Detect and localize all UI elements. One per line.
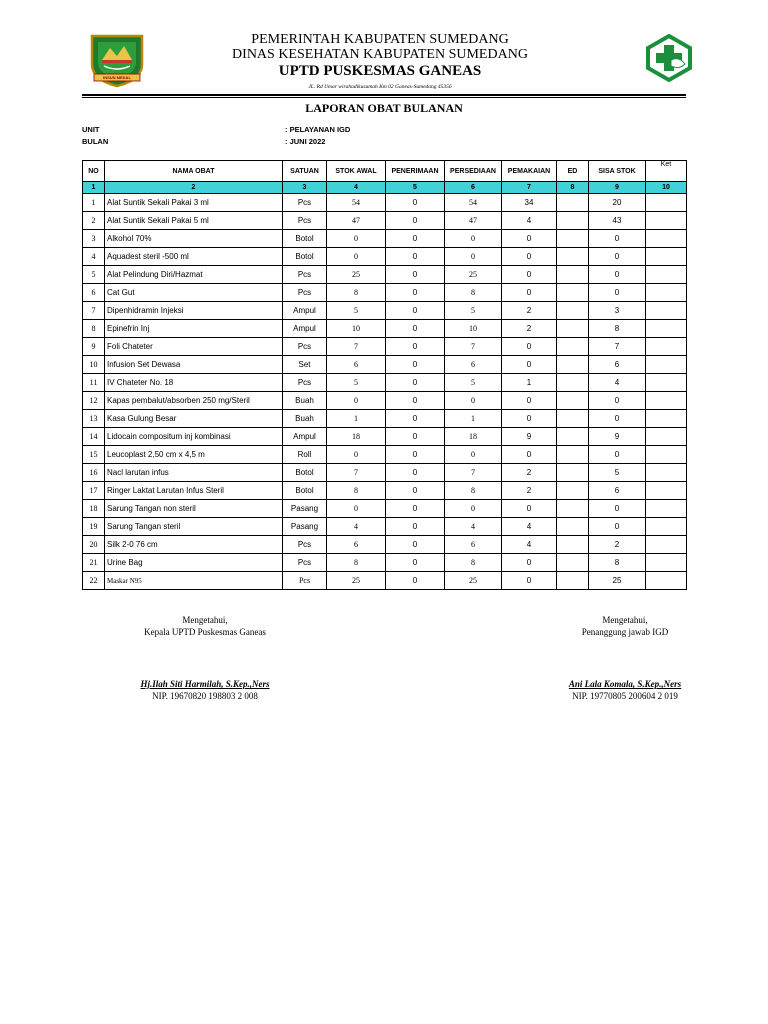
- row-pemakaian: 9: [502, 428, 557, 446]
- table-row: [83, 320, 687, 338]
- row-ket: [646, 428, 687, 446]
- row-persediaan: 18: [445, 428, 502, 446]
- table-row: [83, 212, 687, 230]
- row-pemakaian: 4: [502, 212, 557, 230]
- row-nama-obat: Infusion Set Dewasa: [105, 356, 283, 374]
- row-satuan: Ampul: [283, 302, 327, 320]
- row-ed: [557, 482, 589, 500]
- row-satuan: Pcs: [283, 266, 327, 284]
- row-stok-awal: 5: [327, 302, 386, 320]
- row-ed: [557, 392, 589, 410]
- row-no: 14: [83, 428, 105, 446]
- row-penerimaan: 0: [386, 356, 445, 374]
- row-ed: [557, 428, 589, 446]
- row-penerimaan: 0: [386, 536, 445, 554]
- row-satuan: Ampul: [283, 428, 327, 446]
- row-nama-obat: Maskar N95: [105, 572, 283, 590]
- bulan-value: : JUNI 2022: [285, 137, 326, 146]
- row-ket: [646, 500, 687, 518]
- row-ed: [557, 320, 589, 338]
- row-nama-obat: Alat Suntik Sekali Pakai 5 ml: [105, 212, 283, 230]
- row-pemakaian: 0: [502, 572, 557, 590]
- row-no: 18: [83, 500, 105, 518]
- row-ed: [557, 410, 589, 428]
- table-row: [83, 518, 687, 536]
- col-number: 1: [83, 182, 105, 194]
- row-no: 20: [83, 536, 105, 554]
- row-stok-awal: 5: [327, 374, 386, 392]
- row-stok-awal: 54: [327, 194, 386, 212]
- row-persediaan: 10: [445, 320, 502, 338]
- table-row: [83, 230, 687, 248]
- row-penerimaan: 0: [386, 320, 445, 338]
- row-sisa-stok: 0: [589, 518, 646, 536]
- row-ed: [557, 194, 589, 212]
- row-sisa-stok: 25: [589, 572, 646, 590]
- row-ket: [646, 392, 687, 410]
- bulan-label: BULAN: [82, 137, 109, 146]
- row-penerimaan: 0: [386, 554, 445, 572]
- signature-right-line2: Penanggung jawab IGD: [581, 627, 669, 637]
- row-persediaan: 5: [445, 302, 502, 320]
- row-pemakaian: 2: [502, 464, 557, 482]
- row-satuan: Pasang: [283, 518, 327, 536]
- row-pemakaian: 0: [502, 266, 557, 284]
- row-no: 8: [83, 320, 105, 338]
- row-ket: [646, 266, 687, 284]
- letterhead-line-3: UPTD PUSKESMAS GANEAS: [278, 63, 482, 79]
- row-sisa-stok: 9: [589, 428, 646, 446]
- row-no: 12: [83, 392, 105, 410]
- signature-right-line1: Mengetahui,: [602, 615, 648, 625]
- row-no: 16: [83, 464, 105, 482]
- row-satuan: Roll: [283, 446, 327, 464]
- row-satuan: Pasang: [283, 500, 327, 518]
- row-satuan: Buah: [283, 392, 327, 410]
- unit-label: UNIT: [82, 125, 100, 134]
- row-ket: [646, 572, 687, 590]
- row-ed: [557, 338, 589, 356]
- row-sisa-stok: 0: [589, 230, 646, 248]
- row-persediaan: 6: [445, 536, 502, 554]
- row-satuan: Pcs: [283, 338, 327, 356]
- row-ket: [646, 356, 687, 374]
- table-row: [83, 536, 687, 554]
- row-ket: [646, 338, 687, 356]
- row-nama-obat: Dipenhidramin Injeksi: [105, 302, 283, 320]
- row-satuan: Botol: [283, 248, 327, 266]
- row-penerimaan: 0: [386, 482, 445, 500]
- row-pemakaian: 2: [502, 320, 557, 338]
- col-header-no: NO: [83, 161, 105, 182]
- row-pemakaian: 4: [502, 518, 557, 536]
- row-pemakaian: 0: [502, 356, 557, 374]
- row-stok-awal: 8: [327, 554, 386, 572]
- table-row: [83, 392, 687, 410]
- row-penerimaan: 0: [386, 410, 445, 428]
- row-satuan: Pcs: [283, 554, 327, 572]
- row-stok-awal: 1: [327, 410, 386, 428]
- row-penerimaan: 0: [386, 428, 445, 446]
- row-satuan: Botol: [283, 230, 327, 248]
- row-satuan: Pcs: [283, 536, 327, 554]
- row-ed: [557, 212, 589, 230]
- row-ket: [646, 284, 687, 302]
- row-penerimaan: 0: [386, 212, 445, 230]
- col-number: 2: [105, 182, 283, 194]
- row-satuan: Pcs: [283, 194, 327, 212]
- row-no: 19: [83, 518, 105, 536]
- row-sisa-stok: 3: [589, 302, 646, 320]
- row-nama-obat: Alat Suntik Sekali Pakai 3 ml: [105, 194, 283, 212]
- col-number: 7: [502, 182, 557, 194]
- row-stok-awal: 6: [327, 356, 386, 374]
- row-no: 17: [83, 482, 105, 500]
- row-no: 5: [83, 266, 105, 284]
- col-number: 8: [557, 182, 589, 194]
- row-persediaan: 0: [445, 392, 502, 410]
- row-stok-awal: 7: [327, 464, 386, 482]
- row-satuan: Ampul: [283, 320, 327, 338]
- row-sisa-stok: 6: [589, 482, 646, 500]
- row-ed: [557, 284, 589, 302]
- row-persediaan: 47: [445, 212, 502, 230]
- row-sisa-stok: 4: [589, 374, 646, 392]
- row-sisa-stok: 6: [589, 356, 646, 374]
- row-nama-obat: Ringer Laktat Larutan Infus Steril: [105, 482, 283, 500]
- row-persediaan: 7: [445, 338, 502, 356]
- unit-value: : PELAYANAN IGD: [285, 125, 351, 134]
- row-ket: [646, 536, 687, 554]
- row-pemakaian: 0: [502, 284, 557, 302]
- row-ed: [557, 572, 589, 590]
- letterhead-divider-thin: [82, 97, 686, 98]
- row-pemakaian: 0: [502, 338, 557, 356]
- row-no: 4: [83, 248, 105, 266]
- row-ket: [646, 194, 687, 212]
- row-stok-awal: 6: [327, 536, 386, 554]
- row-sisa-stok: 0: [589, 284, 646, 302]
- row-sisa-stok: 0: [589, 410, 646, 428]
- row-stok-awal: 25: [327, 266, 386, 284]
- col-number: 6: [445, 182, 502, 194]
- table-row: [83, 464, 687, 482]
- table-row: [83, 248, 687, 266]
- col-header-stok-awal: STOK AWAL: [327, 161, 386, 182]
- row-pemakaian: 0: [502, 500, 557, 518]
- row-no: 6: [83, 284, 105, 302]
- row-no: 13: [83, 410, 105, 428]
- table-header-row: [83, 161, 687, 182]
- row-stok-awal: 0: [327, 392, 386, 410]
- table-row: [83, 266, 687, 284]
- table-row: [83, 194, 687, 212]
- row-pemakaian: 34: [502, 194, 557, 212]
- row-penerimaan: 0: [386, 392, 445, 410]
- row-sisa-stok: 7: [589, 338, 646, 356]
- row-penerimaan: 0: [386, 194, 445, 212]
- row-ed: [557, 554, 589, 572]
- row-sisa-stok: 5: [589, 464, 646, 482]
- row-nama-obat: IV Chateter No. 18: [105, 374, 283, 392]
- row-persediaan: 8: [445, 284, 502, 302]
- table-column-number-row: [83, 182, 687, 194]
- row-stok-awal: 8: [327, 284, 386, 302]
- row-nama-obat: Sarung Tangan steril: [105, 518, 283, 536]
- signature-left-name: Hj.Ilah Siti Harmilah, S.Kep.,Ners: [140, 679, 270, 689]
- signature-right-nip: NIP. 19770805 200604 2 019: [572, 691, 678, 701]
- row-penerimaan: 0: [386, 248, 445, 266]
- signature-left-nip: NIP. 19670820 198803 2 008: [152, 691, 258, 701]
- row-nama-obat: Epinefrin Inj: [105, 320, 283, 338]
- row-ed: [557, 248, 589, 266]
- row-no: 9: [83, 338, 105, 356]
- table-row: [83, 500, 687, 518]
- row-nama-obat: Alkohol 70%: [105, 230, 283, 248]
- signature-left-line1: Mengetahui,: [182, 615, 228, 625]
- signature-right: [540, 615, 710, 701]
- table-row: [83, 572, 687, 590]
- row-penerimaan: 0: [386, 500, 445, 518]
- row-stok-awal: 8: [327, 482, 386, 500]
- table-row: [83, 482, 687, 500]
- row-ket: [646, 464, 687, 482]
- row-penerimaan: 0: [386, 374, 445, 392]
- row-ed: [557, 536, 589, 554]
- report-title: LAPORAN OBAT BULANAN: [305, 101, 463, 115]
- row-ed: [557, 230, 589, 248]
- table-row: [83, 356, 687, 374]
- row-pemakaian: 0: [502, 554, 557, 572]
- signature-right-name: Ani Lala Komala, S.Kep.,Ners: [568, 679, 682, 689]
- letterhead-divider-thick: [82, 94, 686, 96]
- table-row: [83, 410, 687, 428]
- row-stok-awal: 47: [327, 212, 386, 230]
- row-persediaan: 0: [445, 500, 502, 518]
- row-ket: [646, 446, 687, 464]
- row-ed: [557, 266, 589, 284]
- col-number: 9: [589, 182, 646, 194]
- row-penerimaan: 0: [386, 518, 445, 536]
- row-penerimaan: 0: [386, 230, 445, 248]
- row-ed: [557, 518, 589, 536]
- row-nama-obat: Sarung Tangan non steril: [105, 500, 283, 518]
- row-persediaan: 25: [445, 266, 502, 284]
- table-row: [83, 374, 687, 392]
- signature-left: [120, 615, 290, 701]
- row-satuan: Pcs: [283, 374, 327, 392]
- row-stok-awal: 4: [327, 518, 386, 536]
- row-persediaan: 1: [445, 410, 502, 428]
- col-header-sisa-stok: SISA STOK: [589, 161, 646, 182]
- row-ed: [557, 500, 589, 518]
- row-nama-obat: Silk 2-0 76 cm: [105, 536, 283, 554]
- row-persediaan: 25: [445, 572, 502, 590]
- row-penerimaan: 0: [386, 284, 445, 302]
- row-nama-obat: Leucoplast 2,50 cm x 4,5 m: [105, 446, 283, 464]
- row-pemakaian: 0: [502, 230, 557, 248]
- row-sisa-stok: 0: [589, 446, 646, 464]
- row-no: 11: [83, 374, 105, 392]
- row-no: 10: [83, 356, 105, 374]
- medicine-stock-table: [82, 160, 687, 590]
- row-pemakaian: 2: [502, 482, 557, 500]
- row-stok-awal: 0: [327, 230, 386, 248]
- row-ket: [646, 212, 687, 230]
- row-persediaan: 0: [445, 446, 502, 464]
- row-penerimaan: 0: [386, 266, 445, 284]
- col-header-persediaan: PERSEDIAAN: [445, 161, 502, 182]
- table-row: [83, 338, 687, 356]
- row-stok-awal: 25: [327, 572, 386, 590]
- table-row: [83, 428, 687, 446]
- row-ket: [646, 248, 687, 266]
- row-stok-awal: 0: [327, 500, 386, 518]
- col-header-nama-obat: NAMA OBAT: [105, 161, 283, 182]
- row-sisa-stok: 2: [589, 536, 646, 554]
- row-satuan: Set: [283, 356, 327, 374]
- row-ket: [646, 410, 687, 428]
- row-persediaan: 0: [445, 248, 502, 266]
- col-header-pemakaian: PEMAKAIAN: [502, 161, 557, 182]
- row-ket: [646, 374, 687, 392]
- row-ket: [646, 230, 687, 248]
- row-persediaan: 4: [445, 518, 502, 536]
- row-pemakaian: 0: [502, 248, 557, 266]
- col-header-penerimaan: PENERIMAAN: [386, 161, 445, 182]
- row-pemakaian: 2: [502, 302, 557, 320]
- col-number: 10: [646, 182, 687, 194]
- row-sisa-stok: 0: [589, 266, 646, 284]
- row-persediaan: 5: [445, 374, 502, 392]
- row-ed: [557, 446, 589, 464]
- row-satuan: Buah: [283, 410, 327, 428]
- row-sisa-stok: 0: [589, 500, 646, 518]
- table-row: [83, 302, 687, 320]
- row-ed: [557, 464, 589, 482]
- row-ket: [646, 554, 687, 572]
- row-persediaan: 8: [445, 554, 502, 572]
- row-sisa-stok: 8: [589, 554, 646, 572]
- col-number: 4: [327, 182, 386, 194]
- col-header-ket: Ket: [646, 161, 687, 182]
- row-satuan: Pcs: [283, 572, 327, 590]
- row-penerimaan: 0: [386, 302, 445, 320]
- table-row: [83, 554, 687, 572]
- row-persediaan: 0: [445, 230, 502, 248]
- row-nama-obat: Urine Bag: [105, 554, 283, 572]
- row-ket: [646, 518, 687, 536]
- row-pemakaian: 0: [502, 410, 557, 428]
- row-no: 7: [83, 302, 105, 320]
- row-nama-obat: Aquadest steril -500 ml: [105, 248, 283, 266]
- row-penerimaan: 0: [386, 572, 445, 590]
- row-nama-obat: Kasa Gulung Besar: [105, 410, 283, 428]
- row-persediaan: 6: [445, 356, 502, 374]
- signature-left-line2: Kepala UPTD Puskesmas Ganeas: [144, 627, 266, 637]
- row-ed: [557, 356, 589, 374]
- row-nama-obat: Kapas pembalut/absorben 250 mg/Steril: [105, 392, 283, 410]
- row-persediaan: 7: [445, 464, 502, 482]
- row-sisa-stok: 0: [589, 392, 646, 410]
- row-sisa-stok: 8: [589, 320, 646, 338]
- row-nama-obat: Cat Gut: [105, 284, 283, 302]
- row-pemakaian: 4: [502, 536, 557, 554]
- row-stok-awal: 18: [327, 428, 386, 446]
- row-nama-obat: Foli Chateter: [105, 338, 283, 356]
- row-ed: [557, 374, 589, 392]
- letterhead-line-2: DINAS KESEHATAN KABUPATEN SUMEDANG: [232, 47, 528, 62]
- row-sisa-stok: 0: [589, 248, 646, 266]
- sumedang-regency-emblem-icon: [88, 30, 146, 88]
- row-ket: [646, 320, 687, 338]
- row-nama-obat: Alat Pelindung Diri/Hazmat: [105, 266, 283, 284]
- row-stok-awal: 0: [327, 446, 386, 464]
- letterhead: [180, 32, 580, 90]
- puskesmas-logo-icon: [645, 34, 693, 82]
- col-header-ed: ED: [557, 161, 589, 182]
- col-number: 5: [386, 182, 445, 194]
- row-pemakaian: 0: [502, 446, 557, 464]
- row-satuan: Pcs: [283, 212, 327, 230]
- letterhead-address: JL. Rd Umar wirahadikusumah Km 02 Ganeas-Sumedang 45356: [308, 84, 452, 90]
- row-pemakaian: 1: [502, 374, 557, 392]
- table-row: [83, 284, 687, 302]
- row-ed: [557, 302, 589, 320]
- row-stok-awal: 7: [327, 338, 386, 356]
- row-penerimaan: 0: [386, 338, 445, 356]
- table-row: [83, 446, 687, 464]
- row-persediaan: 54: [445, 194, 502, 212]
- row-no: 22: [83, 572, 105, 590]
- row-ket: [646, 482, 687, 500]
- row-pemakaian: 0: [502, 392, 557, 410]
- row-no: 15: [83, 446, 105, 464]
- emblem-motto: INSUN MEDAL: [103, 75, 131, 80]
- col-header-satuan: SATUAN: [283, 161, 327, 182]
- row-no: 21: [83, 554, 105, 572]
- row-stok-awal: 10: [327, 320, 386, 338]
- row-ket: [646, 302, 687, 320]
- row-nama-obat: Nacl larutan infus: [105, 464, 283, 482]
- row-no: 2: [83, 212, 105, 230]
- col-number: 3: [283, 182, 327, 194]
- row-no: 3: [83, 230, 105, 248]
- row-persediaan: 8: [445, 482, 502, 500]
- row-penerimaan: 0: [386, 464, 445, 482]
- row-sisa-stok: 20: [589, 194, 646, 212]
- row-sisa-stok: 43: [589, 212, 646, 230]
- row-stok-awal: 0: [327, 248, 386, 266]
- row-satuan: Pcs: [283, 284, 327, 302]
- row-satuan: Botol: [283, 464, 327, 482]
- letterhead-line-1: PEMERINTAH KABUPATEN SUMEDANG: [251, 32, 509, 47]
- row-penerimaan: 0: [386, 446, 445, 464]
- row-no: 1: [83, 194, 105, 212]
- row-nama-obat: Lidocain compositum inj kombinasi: [105, 428, 283, 446]
- row-satuan: Botol: [283, 482, 327, 500]
